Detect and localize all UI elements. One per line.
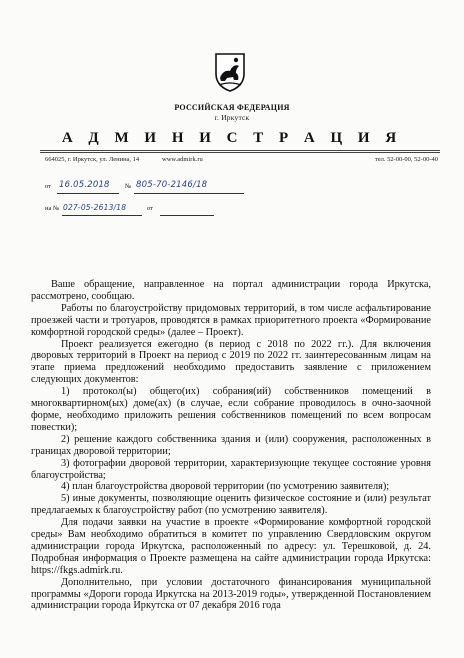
from-label: от [45, 183, 52, 190]
letter-body [31, 279, 431, 612]
website-text: www.admirk.ru [162, 156, 203, 163]
number-label: № [125, 183, 132, 190]
reply-date-underline [160, 215, 214, 216]
paragraph: Ваше обращение, направленное на портал администрации города Иркутска, рассмотрено, сообщаю. [31, 279, 431, 302]
handwritten-reply-number: 027-05-2613/18 [63, 203, 127, 212]
date-underline [57, 193, 119, 194]
list-item: 3) фотографии дворовой территории, характеризующие текущее состояние уровня благоустройства; [31, 457, 431, 481]
list-item: 1) протокол(ы) общего(их) собрания(ий) собственников помещений в многоквартирном(ых) доме(ах) (в случае, если собрание проводилось в очно-заочной форме, необходимо приложить решения собственников помещений по всем вопросам повестки); [31, 386, 431, 433]
paragraph: Проект реализуется ежегодно (в период с 2018 по 2022 гг.). Для включения дворовых территорий в Проект на период с 2019 по 2022 гг. заинтересованным лицам на этапе приема предложений необходимо предоставить заявление с приложением следующих документов: [31, 338, 431, 386]
address-text: 664025, г. Иркутск, ул. Ленина, 14 [45, 156, 140, 163]
handwritten-date: 16.05.2018 [59, 180, 110, 190]
phone-text: тел. 52-00-00, 52-00-40 [374, 156, 438, 163]
handwritten-number: 805-70-2146/18 [136, 180, 208, 190]
header-divider [40, 150, 440, 151]
city-subtitle: г. Иркутск [214, 113, 250, 122]
list-item: 4) план благоустройства дворовой территории (по усмотрению заявителя); [61, 481, 390, 493]
number-underline [134, 193, 244, 194]
header-divider-thin [40, 152, 440, 153]
federation-title: РОССИЙСКАЯ ФЕДЕРАЦИЯ [174, 103, 290, 112]
list-item: 2) решение каждого собственника здания и (или) сооружения, расположенных в границах дворовой территории; [31, 433, 431, 457]
paragraph: Для подачи заявки на участие в проекте «Формирование комфортной городской среды» Вам необходимо обратиться в комитет по управлению Свердловским округом администрации города Иркутска, расположенный по адресу: ул. Терешковой, д. 24. Подробная информация о Проекте размещена на сайте администрации города Иркутска: https://fkgs.admirk.ru. [31, 517, 431, 576]
reply-label: на № [45, 205, 60, 212]
reply-underline [62, 215, 142, 216]
administration-title: А Д М И Н И С Т Р А Ц И Я [61, 130, 403, 146]
list-item: 5) иные документы, позволяющие оценить физическое состояние и (или) результат предлагаемых к благоустройству работ (по усмотрению заявителя). [31, 493, 431, 517]
paragraph: Работы по благоустройству придомовых территорий, в том числе асфальтирование проезжей части и тротуаров, проводятся в рамках приоритетного проекта «Формирование комфортной городской среды» (далее – Проект). [31, 302, 431, 338]
paragraph: Дополнительно, при условии достаточного финансирования муниципальной программы «Дороги города Иркутска на 2013-2019 годы», утвержденной Постановлением администрации города Иркутска от 07 декабря 2016 года [31, 576, 431, 612]
irkutsk-coat-of-arms-icon [214, 52, 246, 92]
reply-from-label: от [147, 205, 154, 212]
